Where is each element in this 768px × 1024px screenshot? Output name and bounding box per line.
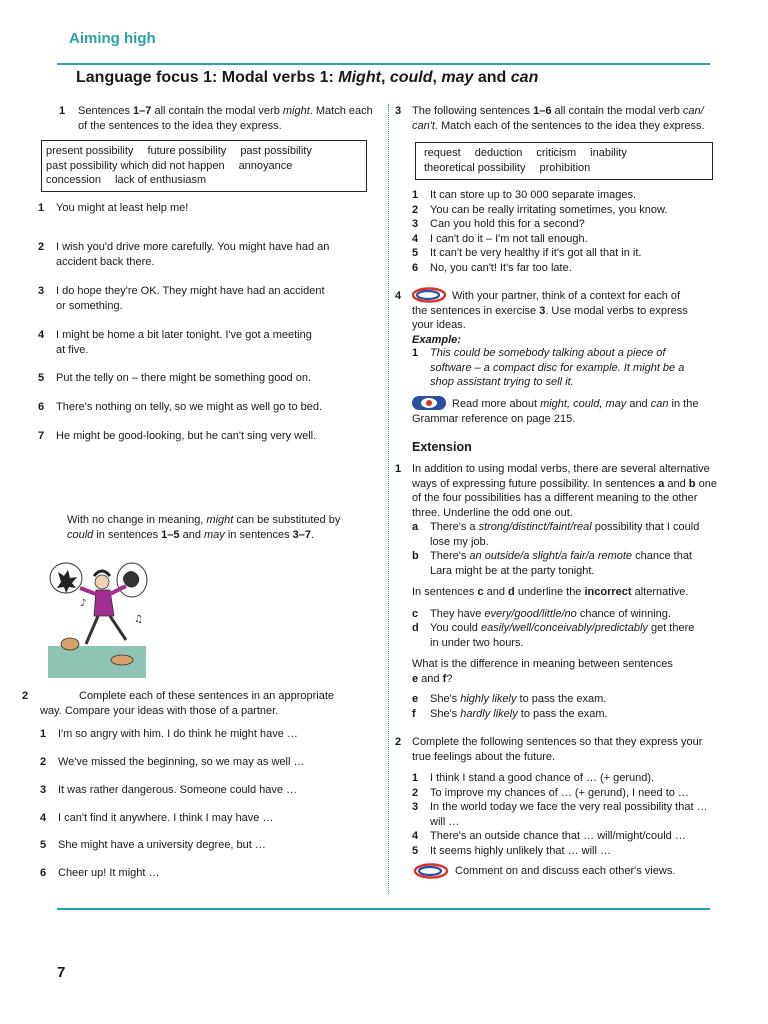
exercise-3-list (412, 188, 667, 275)
list-item: There's nothing on telly, so we might as well go to bed. (56, 401, 323, 413)
item-letter: d (412, 622, 419, 634)
item-number: 1 (38, 202, 45, 214)
list-item: It was rather dangerous. Someone could have … (58, 784, 298, 796)
exercise-instructions: With your partner, think of a context for each of the sentences in exercise 3. Use modal verbs to express your ideas. Example: (412, 290, 688, 346)
item-number: 6 (38, 401, 45, 413)
running-head: Aiming high (69, 30, 156, 47)
list-item: 4 There's an outside chance that … will/might/could … (412, 830, 686, 842)
page-number: 7 (57, 964, 66, 981)
word-box: present possibility future possibility past possibility past possibility which did not happen annoyance concession lack of enthusiasm (41, 140, 367, 192)
list-item: You could easily/well/conceivably/predictably get there in under two hours. (430, 622, 695, 649)
list-item: 1 I think I stand a good chance of … (+ gerund). (412, 772, 655, 784)
question-text: What is the difference in meaning between sentences e and f? (412, 658, 673, 685)
svg-text:♫: ♫ (134, 614, 143, 625)
list-item: Put the telly on – there might be something good on. (56, 372, 311, 384)
cat-left-shape (61, 638, 79, 650)
exercise-number: 2 (22, 690, 29, 702)
list-item: They have every/good/little/no chance of winning. (430, 608, 671, 620)
exercise-number: 2 (395, 736, 402, 748)
header-rule (57, 63, 710, 65)
item-number: 4 (40, 812, 47, 824)
example-text: This could be somebody talking about a piece of software – a compact disc for example. It might be a shop assistant trying to sell it. (430, 347, 685, 388)
word-box: request deduction criticism inability theoretical possibility prohibition (415, 142, 713, 180)
item-number: 6 (40, 867, 47, 879)
example-number: 1 (412, 347, 419, 359)
exercise-instructions: Complete the following sentences so that they express your true feelings about the future. (412, 736, 703, 763)
list-item: She might have a university degree, but … (58, 839, 266, 851)
list-item: You might at least help me! (56, 202, 189, 214)
instruction-text: In sentences c and d underline the incorrect alternative. (412, 586, 689, 598)
item-letter: b (412, 550, 419, 562)
item-number: 2 (40, 756, 47, 768)
exercise-instructions: In addition to using modal verbs, there are several alternative ways of expressing future possibility. In sentences a and b one of the four possibilities has a different meaning to the other three. Underline the odd one out. (412, 463, 717, 519)
list-item: I do hope they're OK. They might have had an accident or something. (56, 285, 325, 312)
cartoon-illustration (46, 560, 150, 680)
extension-2-list (412, 771, 708, 858)
item-number: 1 (40, 728, 47, 740)
list-item: He might be good-looking, but he can't sing very well. (56, 430, 317, 442)
list-item: 6 No, you can't! It's far too late. (412, 261, 572, 274)
item-number: 3 (40, 784, 47, 796)
discussion-text: Comment on and discuss each other's views. (455, 865, 676, 877)
item-number: 2 (38, 241, 45, 253)
list-item: Cheer up! It might … (58, 867, 160, 879)
list-item: She's highly likely to pass the exam. (430, 693, 607, 705)
item-letter: e (412, 693, 419, 705)
list-item: We've missed the beginning, so we may as well … (58, 756, 305, 768)
exercise-number: 1 (395, 463, 402, 475)
list-item: 5 It seems highly unlikely that … will … (412, 844, 611, 857)
list-item: There's a strong/distinct/faint/real possibility that I could lose my job. (430, 521, 700, 548)
exercise-number: 1 (59, 105, 66, 117)
list-item: I might be home a bit later tonight. I've got a meeting at five. (56, 329, 312, 356)
list-item: 1 It can store up to 30 000 separate images. (412, 189, 637, 201)
list-item: I wish you'd drive more carefully. You might have had an accident back there. (56, 241, 330, 268)
list-item: I can't find it anywhere. I think I may have … (58, 812, 274, 824)
extension-heading: Extension (412, 440, 472, 454)
substitution-note: With no change in meaning, might can be substituted by could in sentences 1–5 and may in sentences 3–7. (67, 514, 341, 541)
item-number: 3 (38, 285, 45, 297)
pair-work-icon (413, 863, 449, 879)
list-item: I'm so angry with him. I do think he might have … (58, 728, 298, 740)
list-item: 3 Can you hold this for a second? (412, 218, 585, 230)
list-item: 2 You can be really irritating sometimes, you know. (412, 203, 668, 216)
exercise-instructions: The following sentences 1–6 all contain the modal verb can/ can't. Match each of the sentences to the idea they express. (412, 105, 705, 132)
column-divider (388, 104, 389, 894)
item-letter: a (412, 521, 419, 533)
grammar-reference-text: Read more about might, could, may and can in the Grammar reference on page 215. (412, 398, 699, 425)
svg-text:♪: ♪ (80, 598, 87, 609)
legs-shape (86, 616, 126, 644)
exercise-instructions: Complete each of these sentences in an appropriate way. Compare your ideas with those of a partner. (40, 690, 334, 717)
item-number: 5 (38, 372, 45, 384)
list-item: 3 In the world today we face the very real possibility that … will … (412, 801, 708, 828)
exercise-number: 3 (395, 105, 402, 117)
item-letter: f (412, 708, 416, 720)
page-title: Language focus 1: Modal verbs 1: Might, could, may and can (76, 69, 539, 86)
head-shape (95, 575, 109, 589)
item-number: 5 (40, 839, 47, 851)
exercise-instructions: Sentences 1–7 all contain the modal verb might. Match each of the sentences to the idea they express. (78, 105, 373, 132)
list-item: There's an outside/a slight/a fair/a remote chance that Lara might be at the party tonight. (430, 550, 692, 577)
cat-right-shape (111, 655, 133, 665)
list-item: 5 It can't be very healthy if it's got all that in it. (412, 247, 642, 259)
item-number: 4 (38, 329, 45, 341)
list-item: She's hardly likely to pass the exam. (430, 708, 608, 720)
bottom-rule (57, 908, 710, 910)
item-letter: c (412, 608, 419, 620)
exercise-number: 4 (395, 290, 402, 302)
list-item: 4 I can't do it – I'm not tall enough. (412, 232, 588, 245)
item-number: 7 (38, 430, 45, 442)
list-item: 2 To improve my chances of … (+ gerund), I need to … (412, 786, 689, 799)
